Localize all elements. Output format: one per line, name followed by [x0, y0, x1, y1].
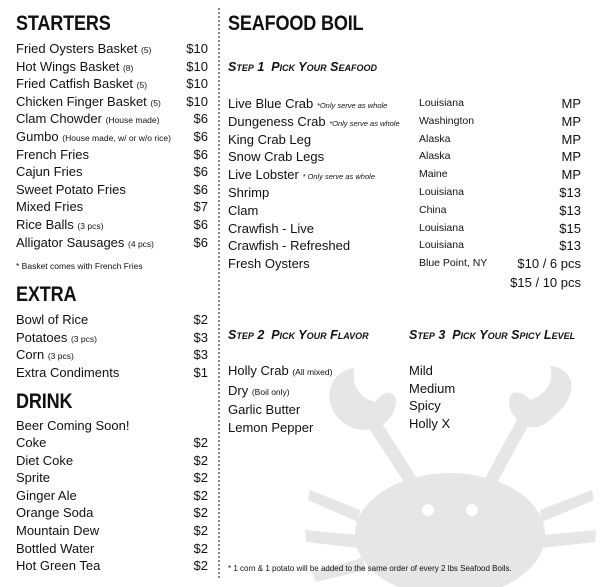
flavor-name: Garlic Butter — [228, 402, 301, 418]
seafood-price: MP — [561, 113, 581, 129]
item-label: Cajun Fries — [16, 164, 83, 180]
starter-item — [16, 93, 208, 110]
oysters-extra-price-row — [228, 274, 581, 291]
seafood-label: Live Lobster — [228, 167, 299, 183]
seafood-label: Snow Crab Legs — [228, 149, 325, 165]
starter-item — [16, 163, 208, 180]
starter-item — [16, 40, 208, 57]
step1-heading — [228, 60, 377, 74]
item-name — [16, 40, 151, 59]
extra-heading: EXTRA — [16, 283, 77, 306]
seafood-label: Crawfish - Live — [228, 220, 314, 236]
flavor-note: (All mixed) — [292, 367, 333, 377]
item-note: (5) — [136, 80, 148, 91]
seafood-price: $13 — [559, 185, 581, 200]
starter-item — [16, 234, 208, 251]
starter-item — [16, 216, 208, 233]
seafood-name — [228, 255, 310, 272]
seafood-label: Shrimp — [228, 185, 270, 200]
item-price: $6 — [193, 164, 208, 180]
item-note: (3 pcs) — [70, 333, 97, 344]
item-price: $6 — [193, 217, 208, 232]
item-name — [16, 540, 94, 557]
item-name — [16, 163, 82, 180]
item-name — [16, 346, 74, 365]
item-price: $6 — [193, 146, 208, 162]
item-price: $6 — [193, 181, 208, 197]
extra-item — [16, 329, 208, 346]
item-label: Mixed Fries — [16, 199, 84, 215]
flavor-name: Holly Crab — [228, 363, 289, 378]
item-name — [16, 364, 119, 381]
seafood-name — [228, 113, 400, 132]
item-label: Gumbo — [16, 129, 59, 144]
item-note: (House made, w/ or w/o rice) — [62, 133, 171, 143]
item-price: $1 — [193, 364, 208, 380]
flavor-item — [228, 362, 332, 382]
item-price: $3 — [193, 329, 208, 345]
item-name — [16, 58, 133, 77]
item-price: $6 — [193, 129, 208, 144]
seafood-label: King Crab Leg — [228, 131, 312, 147]
item-price: $2 — [193, 452, 208, 468]
drink-item — [16, 434, 208, 451]
item-note: (5) — [141, 45, 152, 55]
seafood-origin: China — [419, 203, 447, 216]
starters-heading: STARTERS — [16, 12, 111, 35]
starters-footnote: * Basket comes with French Fries — [16, 261, 143, 271]
spicy-level-list — [409, 362, 455, 432]
item-price: $2 — [193, 312, 208, 327]
seafood-label: Live Blue Crab — [228, 96, 314, 111]
drink-item — [16, 452, 208, 469]
item-price: $6 — [193, 234, 208, 250]
item-name — [16, 181, 126, 198]
seafood-label: Clam — [228, 202, 259, 218]
item-label: Hot Wings Basket — [16, 58, 120, 74]
starter-item — [16, 198, 208, 215]
seafood-item — [228, 202, 581, 219]
seafood-note: *Only serve as whole — [329, 118, 400, 128]
seafood-price: $13 — [559, 238, 581, 254]
item-label: Hot Green Tea — [16, 558, 101, 574]
item-name — [16, 504, 93, 521]
drink-item — [16, 522, 208, 539]
starter-item — [16, 58, 208, 75]
item-price: $2 — [193, 558, 208, 574]
item-label: Fried Catfish Basket — [16, 76, 134, 92]
seafood-origin: Louisiana — [419, 239, 464, 252]
seafood-origin: Louisiana — [419, 97, 464, 109]
seafood-note: *Only serve as whole — [316, 101, 388, 110]
seafood-item — [228, 255, 581, 272]
item-name — [16, 93, 161, 112]
seafood-item — [228, 131, 581, 148]
item-name — [16, 75, 147, 94]
seafood-item — [228, 237, 581, 254]
item-price: $10 — [186, 76, 208, 92]
item-price: $2 — [193, 505, 208, 521]
seafood-origin: Washington — [419, 114, 475, 127]
item-name — [16, 557, 100, 574]
item-label: Alligator Sausages — [16, 234, 125, 250]
item-label: Extra Condiments — [16, 364, 120, 380]
item-label: Potatoes — [16, 329, 68, 345]
seafood-item — [228, 184, 581, 201]
item-price: $2 — [193, 487, 208, 503]
flavor-list — [228, 362, 332, 436]
seafood-name — [228, 202, 258, 219]
seafood-price: MP — [561, 96, 581, 111]
item-name — [16, 329, 97, 348]
seafood-name — [228, 131, 311, 148]
item-name — [16, 469, 50, 486]
item-label: Clam Chowder — [16, 111, 102, 127]
seafood-note: * Only serve as whole — [302, 172, 375, 182]
seafood-boil-heading: SEAFOOD BOIL — [228, 12, 364, 35]
seafood-name — [228, 220, 314, 237]
flavor-name: Dry — [228, 382, 249, 398]
beer-coming-soon: Beer Coming Soon! — [16, 418, 130, 433]
item-note: (House made) — [105, 115, 160, 126]
seafood-price: $10 / 6 pcs — [517, 256, 581, 272]
item-label: Sprite — [16, 470, 50, 486]
item-label: Ginger Ale — [16, 487, 77, 503]
item-name — [16, 216, 103, 235]
item-label: Fried Oysters Basket — [16, 41, 138, 56]
item-note: (4 pcs) — [128, 238, 155, 249]
item-label: Mountain Dew — [16, 523, 100, 538]
seafood-item — [228, 148, 581, 165]
starter-item — [16, 128, 208, 145]
seafood-label: Fresh Oysters — [228, 256, 310, 272]
item-price: $10 — [186, 41, 208, 56]
item-name — [16, 146, 89, 163]
starter-item — [16, 75, 208, 92]
seafood-price: MP — [561, 167, 581, 183]
flavor-item — [228, 419, 332, 437]
seafood-origin: Louisiana — [419, 221, 464, 234]
step2-label: Step 2 — [228, 328, 265, 342]
spicy-level-item: Spicy — [409, 398, 441, 414]
item-note: (5) — [150, 97, 161, 108]
seafood-price: $15 — [559, 220, 581, 236]
seafood-price: MP — [561, 131, 581, 147]
seafood-origin: Louisiana — [419, 186, 464, 198]
item-label: Corn — [16, 347, 45, 363]
item-name — [16, 128, 171, 147]
item-name — [16, 198, 83, 215]
step1-label: Step 1 — [228, 60, 265, 74]
extra-item — [16, 346, 208, 363]
seafood-name — [228, 184, 269, 201]
seafood-boil-footnote: * 1 corn & 1 potato will be added to the same order of every 2 lbs Seafood Boils. — [228, 564, 512, 573]
drink-item — [16, 487, 208, 504]
item-note: (3 pcs) — [77, 221, 104, 231]
item-name — [16, 522, 99, 539]
item-note: (3 pcs) — [47, 351, 74, 362]
seafood-origin: Maine — [419, 168, 448, 181]
seafood-name — [228, 95, 387, 114]
seafood-label: Crawfish - Refreshed — [228, 238, 351, 254]
spicy-level-item: Medium — [409, 380, 456, 396]
drink-heading: DRINK — [16, 390, 73, 413]
seafood-name — [228, 166, 375, 185]
item-price: $2 — [193, 540, 208, 556]
spicy-level-item: Mild — [409, 363, 433, 378]
item-name — [16, 234, 154, 253]
step2-title: Pick Your Flavor — [271, 328, 369, 342]
seafood-origin: Alaska — [419, 150, 451, 163]
spicy-level-item: Holly X — [409, 415, 451, 431]
flavor-note: (Boil only) — [251, 386, 290, 397]
item-label: French Fries — [16, 146, 89, 162]
seafood-name — [228, 237, 350, 254]
step2-heading — [228, 328, 369, 342]
item-note: (8) — [122, 62, 134, 73]
item-price: $10 — [186, 58, 208, 74]
drink-item — [16, 469, 208, 486]
starter-item — [16, 110, 208, 127]
column-divider — [218, 8, 220, 578]
item-name — [16, 110, 159, 129]
seafood-item — [228, 113, 581, 130]
item-name — [16, 452, 73, 469]
seafood-item — [228, 95, 581, 112]
item-price: $7 — [193, 199, 208, 215]
item-name — [16, 487, 77, 504]
oysters-extra-price: $15 / 10 pcs — [510, 275, 581, 290]
flavor-item — [228, 401, 332, 419]
item-price: $2 — [193, 470, 208, 486]
item-label: Rice Balls — [16, 217, 74, 232]
seafood-name — [228, 148, 324, 165]
item-name — [16, 434, 46, 451]
item-name — [16, 311, 88, 328]
item-price: $2 — [193, 435, 208, 450]
step3-title: Pick Your Spicy Level — [452, 328, 576, 342]
item-price: $3 — [193, 347, 208, 363]
starter-item — [16, 181, 208, 198]
seafood-origin: Alaska — [419, 132, 451, 145]
step3-heading — [409, 328, 575, 342]
drink-item — [16, 557, 208, 574]
step1-title: Pick Your Seafood — [271, 60, 377, 74]
item-label: Sweet Potato Fries — [16, 181, 126, 197]
item-price: $2 — [193, 523, 208, 538]
item-label: Coke — [16, 435, 47, 450]
flavor-name: Lemon Pepper — [228, 419, 314, 435]
item-price: $6 — [193, 111, 208, 127]
seafood-item — [228, 220, 581, 237]
seafood-item — [228, 166, 581, 183]
item-price: $10 — [186, 93, 208, 109]
extra-item — [16, 311, 208, 328]
drink-item — [16, 504, 208, 521]
step3-label: Step 3 — [409, 328, 446, 342]
item-label: Chicken Finger Basket — [16, 93, 147, 109]
item-label: Bowl of Rice — [16, 312, 89, 327]
starter-item — [16, 146, 208, 163]
item-label: Diet Coke — [16, 452, 74, 468]
seafood-origin: Blue Point, NY — [419, 257, 488, 270]
item-label: Bottled Water — [16, 540, 95, 556]
seafood-price: MP — [561, 149, 581, 165]
seafood-price: $13 — [559, 202, 581, 218]
item-label: Orange Soda — [16, 505, 94, 521]
flavor-item — [228, 382, 332, 402]
drink-item — [16, 540, 208, 557]
seafood-label: Dungeness Crab — [228, 113, 326, 129]
extra-item — [16, 364, 208, 381]
